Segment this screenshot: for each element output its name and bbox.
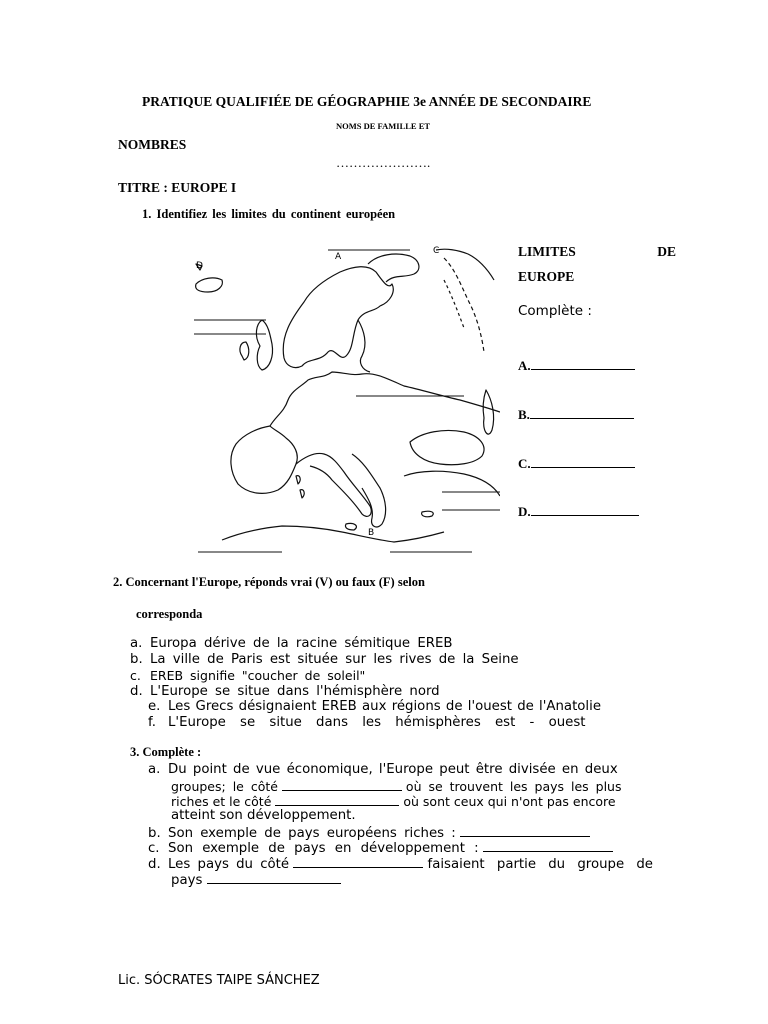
complete-item-a-line1 [148, 762, 678, 777]
tf-item-marker: e. [148, 699, 161, 714]
complete-a-blank-1[interactable] [282, 778, 402, 791]
europe-outline-map [182, 240, 500, 560]
complete-item-c-text: Son exemple de pays en développement : [168, 841, 479, 856]
limit-answer-b[interactable] [518, 406, 634, 423]
names-label: NOMBRES [118, 137, 187, 152]
tf-item-d [130, 684, 440, 699]
question-3: 3. Complète : [130, 745, 202, 759]
topic-title: TITRE : EUROPE I [118, 180, 237, 195]
complete-b-blank[interactable] [460, 824, 590, 837]
limits-heading-line1 [518, 244, 676, 260]
tf-item-marker: b. [130, 652, 143, 667]
complete-item-d [148, 855, 678, 872]
map-label-d: D [196, 261, 203, 271]
tf-item-marker: a. [130, 636, 143, 651]
complete-item-d-line2-text: pays [171, 873, 203, 888]
complete-item-a-text: Du point de vue économique, l'Europe peut être divisée en deux [168, 762, 618, 777]
question-1: 1. Identifiez les limites du continent européen [142, 207, 396, 221]
limit-answer-d[interactable] [518, 503, 639, 520]
complete-item-a-line2 [171, 778, 621, 794]
complete-item-d-post: faisaient partie du groupe de [427, 857, 653, 872]
complete-item-b-text: Son exemple de pays européens riches : [168, 826, 456, 841]
complete-d-blank-2[interactable] [207, 871, 341, 884]
surname-label: NOMS DE FAMILLE ET [336, 121, 431, 131]
complete-item-marker: a. [148, 762, 161, 777]
tf-item-text: L'Europe se situe dans les hémisphères est - ouest [168, 715, 586, 730]
map-label-a: A [335, 252, 342, 262]
complete-a-line2-post: où se trouvent les pays les plus [405, 779, 622, 794]
tf-item-text: EREB signifie "coucher de soleil" [150, 668, 366, 683]
name-dots: …………………. [336, 155, 431, 170]
limit-answer-d-label: D. [518, 504, 531, 519]
tf-item-marker: c. [130, 668, 141, 683]
tf-item-a [130, 636, 504, 651]
limit-answer-c[interactable] [518, 455, 635, 472]
limits-complete-label: Complète : [518, 303, 592, 319]
complete-a-line3-post: où sont ceux qui n'ont pas encore [403, 794, 616, 809]
limits-heading-line2: EUROPE [518, 269, 575, 284]
complete-item-a-line4: atteint son développement. [171, 808, 356, 823]
limits-word-2: DE [657, 244, 676, 259]
europe-map-svg [182, 240, 500, 560]
complete-item-marker: c. [148, 841, 160, 856]
limit-answer-a-blank[interactable] [531, 357, 635, 370]
map-label-b: B [368, 528, 375, 538]
tf-item-text: La ville de Paris est située sur les rives de la Seine [150, 652, 519, 667]
complete-item-marker: d. [148, 857, 161, 872]
tf-item-f [148, 715, 585, 730]
complete-d-blank-1[interactable] [293, 855, 423, 868]
question-2-line1: 2. Concernant l'Europe, réponds vrai (V) ou faux (F) selon [113, 575, 425, 589]
tf-item-text: Les Grecs désignaient EREB aux régions de l'ouest de l'Anatolie [168, 699, 602, 714]
tf-item-e [148, 699, 601, 714]
limit-answer-a-label: A. [518, 358, 531, 373]
complete-a-line2-pre: groupes; le côté [171, 779, 278, 794]
complete-a-line3-pre: riches et le côté [171, 794, 272, 809]
limit-answer-b-label: B. [518, 407, 530, 422]
limits-word-1: LIMITES [518, 244, 576, 259]
limit-answer-c-blank[interactable] [531, 455, 635, 468]
complete-item-c [148, 839, 613, 856]
tf-item-marker: d. [130, 684, 143, 699]
tf-item-marker: f. [148, 715, 156, 730]
tf-item-c [130, 668, 365, 683]
limit-answer-d-blank[interactable] [531, 503, 639, 516]
page-title: PRATIQUE QUALIFIÉE DE GÉOGRAPHIE 3e ANNÉE DE SECONDAIRE [142, 94, 592, 109]
author-footer: Lic. SÓCRATES TAIPE SÁNCHEZ [118, 973, 320, 988]
map-label-c: C [433, 246, 440, 256]
question-2-line2: corresponda [136, 607, 203, 621]
complete-c-blank[interactable] [483, 839, 613, 852]
complete-item-d-pre: Les pays du côté [168, 857, 290, 872]
limit-answer-a[interactable] [518, 357, 635, 374]
complete-item-a-line3 [171, 793, 616, 809]
limit-answer-b-blank[interactable] [530, 406, 634, 419]
tf-item-b [130, 652, 519, 667]
limit-answer-c-label: C. [518, 456, 531, 471]
complete-item-d-line2 [171, 871, 341, 888]
tf-item-text: Europa dérive de la racine sémitique EREB [150, 636, 453, 651]
complete-item-marker: b. [148, 826, 161, 841]
tf-item-text: L'Europe se situe dans l'hémisphère nord [150, 684, 440, 699]
complete-a-blank-2[interactable] [275, 793, 399, 806]
